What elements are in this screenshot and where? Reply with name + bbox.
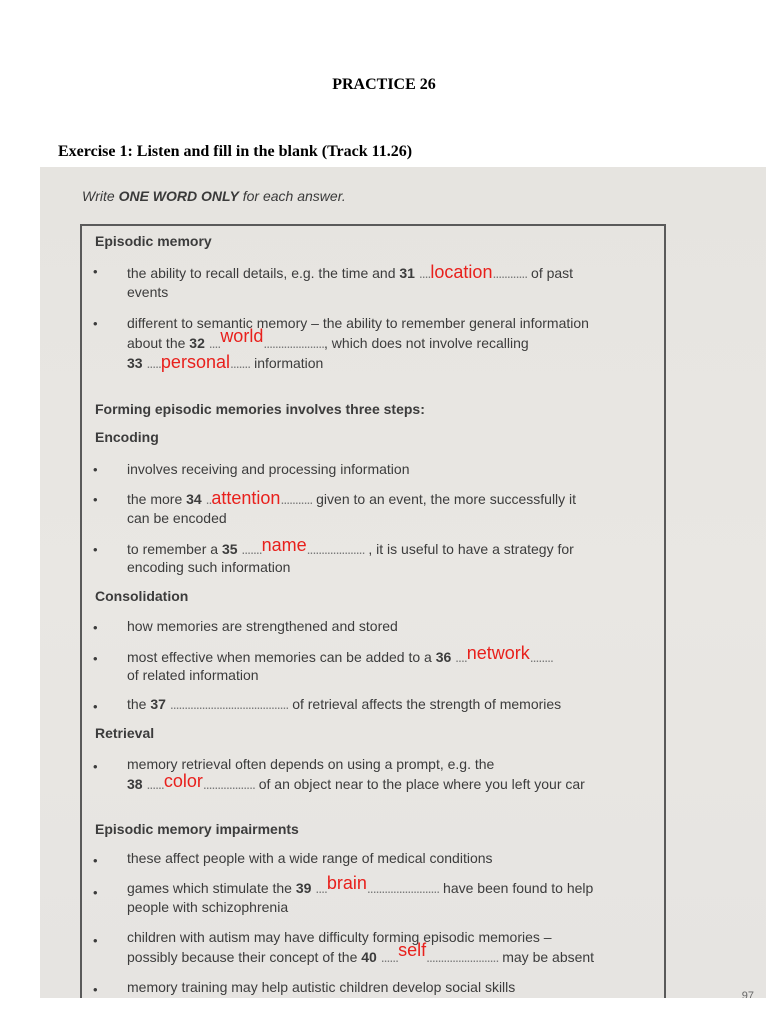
item-36: most effective when memories can be added to a 36 ....network........	[127, 643, 553, 665]
bullet: •	[93, 620, 98, 635]
bullet: •	[93, 699, 98, 714]
bullet: •	[93, 264, 98, 279]
bullet: •	[93, 853, 98, 868]
item-34-cont: can be encoded	[127, 510, 227, 526]
item-34: the more 34 ..attention........... given to an event, the more successfully it	[127, 488, 577, 508]
answer-40: self	[398, 940, 427, 960]
item-39: games which stimulate the 39 ....brain......................... have been found to help	[127, 873, 594, 896]
item-encoding-1: involves receiving and processing information	[127, 461, 410, 477]
scanned-worksheet	[40, 167, 766, 998]
item-40: possibly because their concept of the 40 ......self......................... may be absent	[127, 940, 595, 965]
item-31-cont: events	[127, 284, 169, 300]
answer-36: network	[466, 643, 530, 663]
item-36-cont: of related information	[127, 667, 259, 683]
item-35: to remember a 35 .......name.................... , it is useful to have a strategy for	[127, 535, 574, 557]
section-encoding: Encoding	[95, 429, 159, 445]
answer-38: color	[163, 771, 203, 791]
section-episodic-memory: Episodic memory	[95, 233, 212, 249]
item-39-cont: people with schizophrenia	[127, 899, 289, 915]
item-40-line1: children with autism may have difficulty forming episodic memories –	[127, 929, 552, 945]
bullet: •	[93, 885, 98, 900]
bullet: •	[93, 316, 98, 331]
bullet: •	[93, 462, 98, 477]
bullet: •	[93, 542, 98, 557]
item-31: the ability to recall details, e.g. the time and 31 ....location............ of past	[127, 262, 574, 282]
exercise-heading: Exercise 1: Listen and fill in the blank (Track 11.26)	[58, 143, 413, 160]
bullet: •	[93, 933, 98, 948]
item-35-cont: encoding such information	[127, 559, 291, 575]
page-number: 97	[741, 990, 754, 998]
item-impairments-4: memory training may help autistic children develop social skills	[127, 979, 516, 995]
bullet: •	[93, 759, 98, 774]
item-32-line1: different to semantic memory – the ability to remember general information	[127, 315, 589, 331]
section-retrieval: Retrieval	[95, 725, 155, 741]
item-impairments-1: these affect people with a wide range of medical conditions	[127, 850, 493, 866]
instruction: Write ONE WORD ONLY for each answer.	[82, 188, 346, 204]
answer-33: personal	[160, 352, 230, 372]
item-consolidation-1: how memories are strengthened and stored	[127, 618, 398, 634]
answer-35: name	[261, 535, 307, 555]
item-37: the 37 ......................................... of retrieval affects the strength of memories	[127, 696, 562, 712]
section-impairments: Episodic memory impairments	[95, 821, 299, 837]
section-forming: Forming episodic memories involves three steps:	[95, 401, 425, 417]
bullet: •	[93, 651, 98, 666]
item-38: 38 ......color.................. of an object near to the place where you left your car	[127, 771, 585, 792]
item-retrieval-1: memory retrieval often depends on using a prompt, e.g. the	[127, 756, 495, 772]
bullet: •	[93, 982, 98, 997]
answer-39: brain	[326, 873, 367, 893]
bullet: •	[93, 492, 98, 507]
item-32: about the 32 ....world....................., which does not involve recalling	[127, 326, 529, 351]
answer-34: attention	[211, 488, 281, 508]
answer-31: location	[430, 262, 493, 282]
item-33: 33 .....personal....... information	[127, 352, 324, 372]
section-consolidation: Consolidation	[95, 588, 189, 604]
page-title: PRACTICE 26	[332, 76, 436, 93]
answer-32: world	[220, 326, 264, 346]
